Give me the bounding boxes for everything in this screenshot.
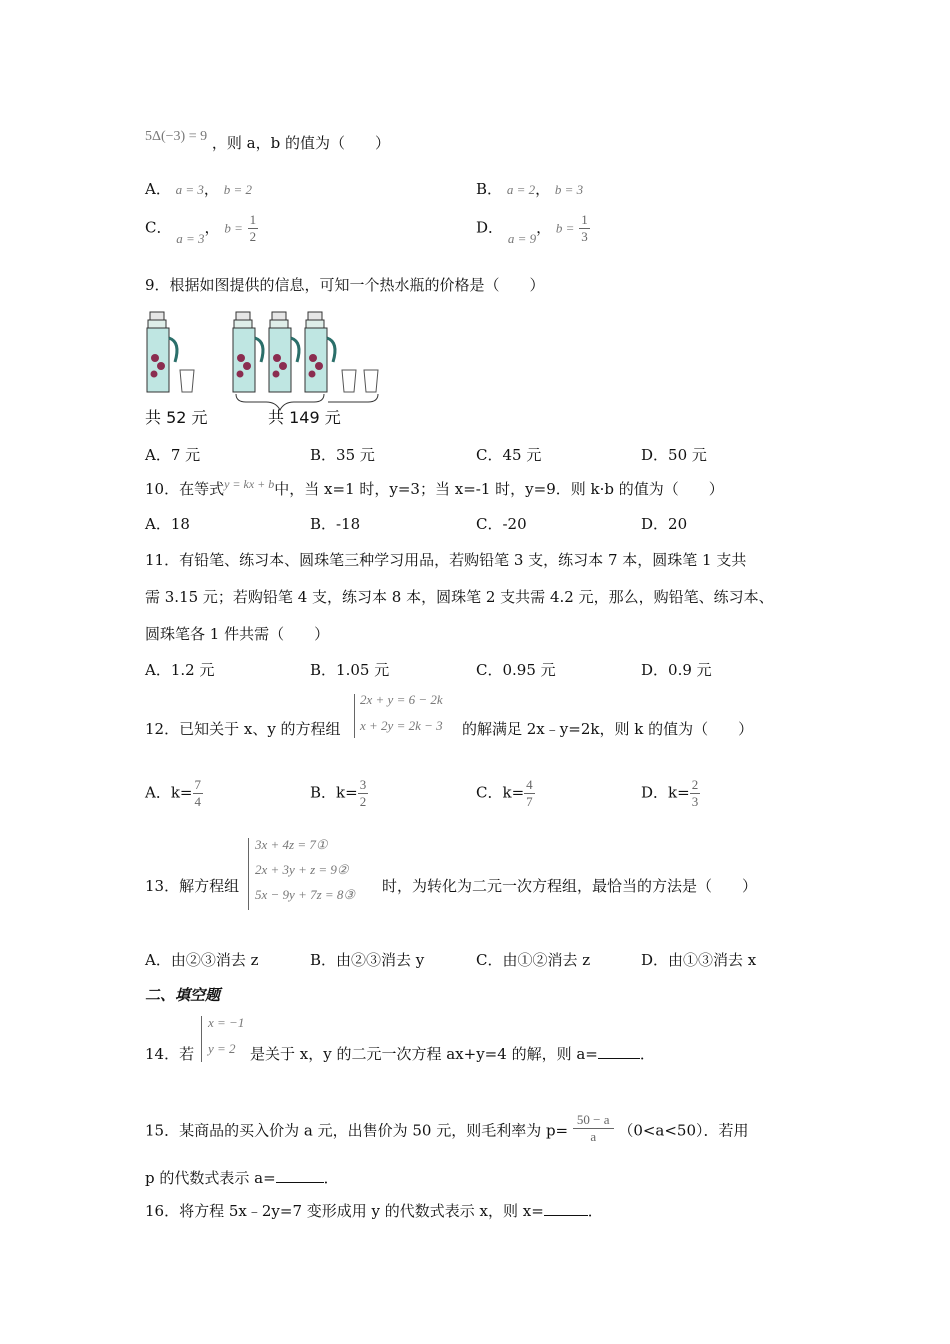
thermos-icon	[233, 312, 263, 392]
q12-option-d[interactable]: D．k= $\frac{2}{3}$	[641, 777, 699, 809]
equation-brace	[248, 838, 249, 910]
q8-option-b[interactable]: B． a = 2， b = 3	[476, 180, 584, 198]
q11-option-b[interactable]: B．1.05 元	[310, 661, 390, 679]
q8-option-d[interactable]: D． a = 9， b = $\frac{1}{3}$	[476, 212, 588, 246]
q11-option-d[interactable]: D．0.9 元	[641, 661, 712, 679]
figure-label-right: 共 149 元	[268, 408, 341, 427]
q12-pre: 12．已知关于 x、y 的方程组	[145, 720, 341, 738]
q9-stem: 9．根据如图提供的信息，可知一个热水瓶的价格是（ ）	[145, 276, 545, 294]
q12-post: 的解满足 2x﹣y=2k，则 k 的值为（ ）	[462, 720, 754, 738]
q8-stem: 5Δ(−3) = 9 ，则 a，b 的值为（ ）	[145, 129, 390, 152]
q13-option-d[interactable]: D．由①③消去 x	[641, 951, 757, 969]
cup-icon	[180, 370, 194, 392]
answer-blank[interactable]	[598, 1058, 640, 1059]
q13-eq2: 2x + 3y + z = 9②	[255, 862, 349, 877]
q14-eq2: y = 2	[208, 1041, 236, 1056]
figure-label-left: 共 52 元	[145, 408, 208, 427]
equation-brace	[201, 1016, 202, 1062]
q12-option-c[interactable]: C．k= $\frac{4}{7}$	[476, 777, 533, 809]
q13-option-a[interactable]: A．由②③消去 z	[145, 951, 259, 969]
q13-post: 时，为转化为二元一次方程组，最恰当的方法是（ ）	[382, 877, 758, 895]
q11-option-a[interactable]: A．1.2 元	[145, 661, 215, 679]
q13-eq1: 3x + 4z = 7①	[255, 837, 328, 852]
q10-option-b[interactable]: B．-18	[310, 515, 361, 533]
q11-line1: 11．有铅笔、练习本、圆珠笔三种学习用品，若购铅笔 3 支，练习本 7 本，圆珠笔 1 支共	[145, 551, 747, 569]
thermos-icon	[147, 312, 177, 392]
q10-stem: 10．在等式$^{y = kx + b}$中，当 x=1 时，y=3；当 x=-1 时，y=9．则 k·b 的值为（ ）	[145, 477, 724, 498]
q8-expression: 5Δ(−3) = 9	[145, 129, 208, 144]
thermos-icon	[269, 312, 299, 392]
q12-option-b[interactable]: B．k= $\frac{3}{2}$	[310, 777, 367, 809]
q9-option-d[interactable]: D．50 元	[641, 446, 707, 464]
q8-option-a[interactable]: A． a = 3， b = 2	[145, 180, 252, 198]
q9-option-a[interactable]: A．7 元	[145, 446, 201, 464]
q12-eq1: 2x + y = 6 − 2k	[360, 692, 443, 707]
q9-option-b[interactable]: B．35 元	[310, 446, 375, 464]
q10-option-d[interactable]: D．20	[641, 515, 688, 533]
q16: 16．将方程 5x﹣2y=7 变形成用 y 的代数式表示 x，则 x= ．	[145, 1202, 603, 1220]
q12-eq2: x + 2y = 2k − 3	[360, 718, 443, 733]
q14-post: 是关于 x，y 的二元一次方程 ax+y=4 的解，则 a= ．	[250, 1045, 655, 1063]
q14-pre: 14．若	[145, 1045, 195, 1063]
q9-option-c[interactable]: C．45 元	[476, 446, 542, 464]
answer-blank[interactable]	[544, 1215, 588, 1216]
answer-blank[interactable]	[276, 1182, 324, 1183]
q12-option-a[interactable]: A．k= $\frac{7}{4}$	[145, 777, 201, 809]
q13-pre: 13．解方程组	[145, 877, 240, 895]
equation-brace	[354, 694, 355, 738]
q11-line2: 需 3.15 元；若购铅笔 4 支，练习本 8 本，圆珠笔 2 支共需 4.2 元，那么，购铅笔、练习本、	[145, 588, 774, 606]
q13-option-c[interactable]: C．由①②消去 z	[476, 951, 591, 969]
section-title: 二、填空题	[145, 986, 221, 1004]
q13-option-b[interactable]: B．由②③消去 y	[310, 951, 425, 969]
q14-eq1: x = −1	[208, 1015, 245, 1030]
cup-icon	[364, 370, 378, 392]
q11-line3: 圆珠笔各 1 件共需（ ）	[145, 625, 330, 643]
q13-eq3: 5x − 9y + 7z = 8③	[255, 887, 356, 902]
q11-option-c[interactable]: C．0.95 元	[476, 661, 556, 679]
q15-line1: 15．某商品的买入价为 a 元，出售价为 50 元，则毛利率为 p= $\frac{50 - a}{a}$ （0<a<50）．若用	[145, 1112, 749, 1144]
q15-line2: p 的代数式表示 a= ．	[145, 1169, 339, 1187]
q10-option-a[interactable]: A．18	[145, 515, 190, 533]
q8-option-c[interactable]: C． a = 3， b = $\frac{1}{2}$	[145, 212, 257, 246]
q10-option-c[interactable]: C．-20	[476, 515, 527, 533]
cup-icon	[342, 370, 356, 392]
thermos-icon	[305, 312, 335, 392]
